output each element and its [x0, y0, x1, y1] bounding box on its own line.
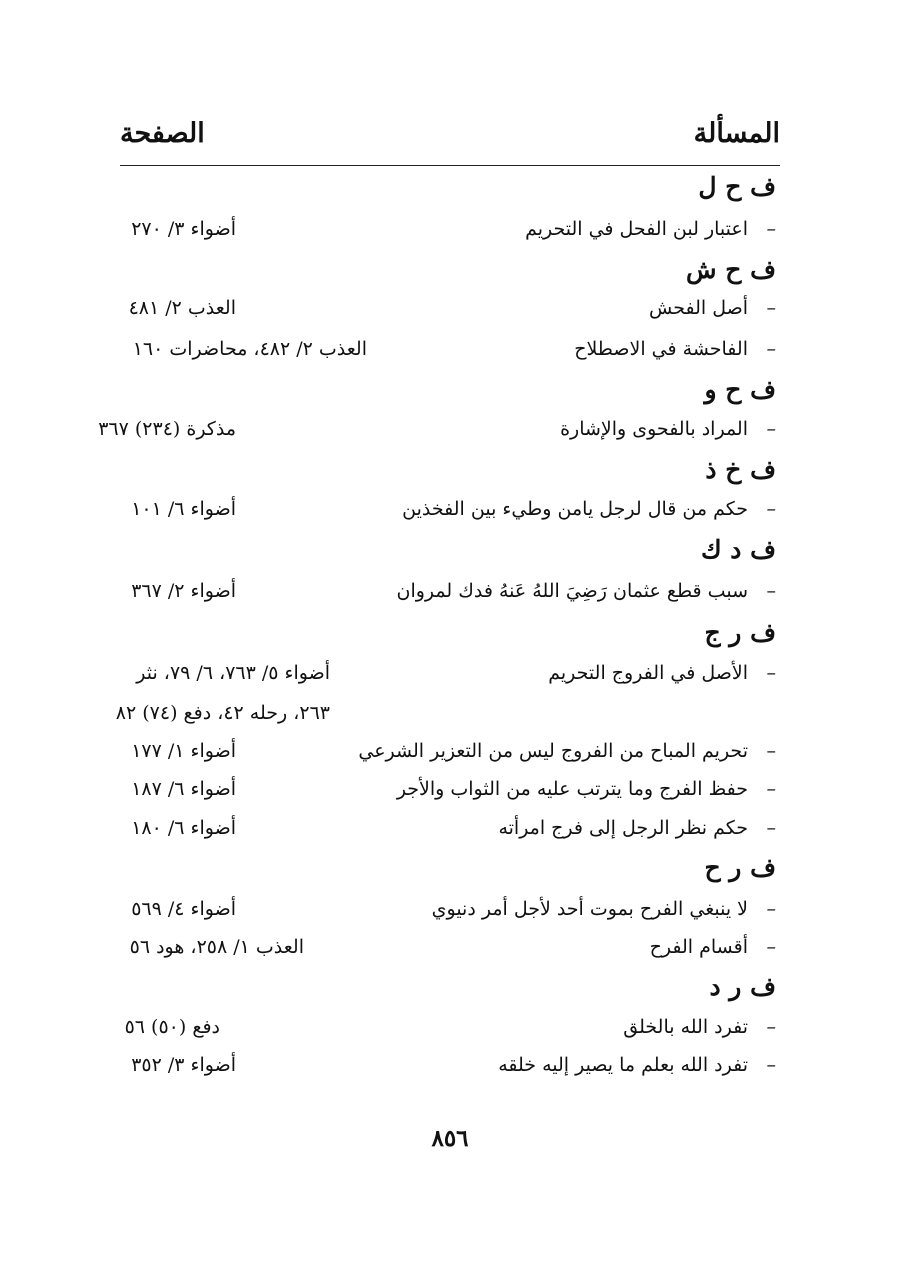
index-entry [402, 498, 776, 520]
entry-dash: – [766, 740, 776, 762]
entry-text: أقسام الفرح [649, 936, 748, 958]
root-heading: ف ح و [704, 375, 776, 404]
entry-reference: أضواء ٢/ ٣٦٧ [131, 580, 236, 602]
entry-dash: – [766, 778, 776, 800]
entry-text: سبب قطع عثمان رَضِيَ اللهُ عَنهُ فدك لمروان [396, 580, 748, 602]
index-entry [397, 778, 776, 800]
entry-reference: أضواء ٦/ ١٠١ [131, 498, 236, 520]
entry-dash: – [766, 580, 776, 602]
entry-dash: – [766, 1016, 776, 1038]
root-heading: ف ر ج [704, 618, 776, 647]
index-entry [525, 218, 776, 240]
entry-reference: مذكرة (٢٣٤) ٣٦٧ [98, 418, 236, 440]
entry-text: لا ينبغي الفرح بموت أحد لأجل أمر دنيوي [431, 898, 748, 920]
page-number: ٨٥٦ [431, 1125, 469, 1152]
entry-text: تفرد الله بعلم ما يصير إليه خلقه [498, 1054, 748, 1076]
root-heading: ف ح ل [698, 172, 776, 201]
entry-reference: أضواء ٦/ ١٨٧ [131, 778, 236, 800]
entry-text: الفاحشة في الاصطلاح [574, 338, 748, 360]
entry-text: تحريم المباح من الفروج ليس من التعزير الشرعي [358, 740, 748, 762]
index-entry [560, 418, 776, 440]
entry-reference-continued: ٢٦٣، رحله ٤٢، دفع (٧٤) ٨٢ [115, 702, 330, 724]
root-heading: ف ح ش [686, 255, 776, 284]
entry-dash: – [766, 817, 776, 839]
entry-dash: – [766, 662, 776, 684]
page-column-label: الصفحة [120, 118, 205, 149]
entry-reference: العذب ٢/ ٤٨٢، محاضرات ١٦٠ [132, 338, 367, 360]
index-entry [498, 1054, 776, 1076]
entry-text: حفظ الفرج وما يترتب عليه من الثواب والأجر [396, 778, 748, 800]
entry-dash: – [766, 936, 776, 958]
index-entry [574, 338, 776, 360]
root-heading: ف خ ذ [705, 455, 776, 484]
entry-text: أصل الفحش [648, 297, 748, 319]
entry-reference: أضواء ٣/ ٢٧٠ [131, 218, 236, 240]
entry-text: اعتبار لبن الفحل في التحريم [525, 218, 748, 240]
entry-dash: – [766, 297, 776, 319]
entry-text: حكم نظر الرجل إلى فرج امرأته [498, 817, 748, 839]
index-entry [649, 297, 776, 319]
entry-dash: – [766, 338, 776, 360]
root-heading: ف ر د [709, 972, 776, 1001]
entry-reference: أضواء ٦/ ١٨٠ [131, 817, 236, 839]
entry-text: المراد بالفحوى والإشارة [560, 418, 748, 440]
index-entry [358, 740, 776, 762]
entry-dash: – [766, 898, 776, 920]
entry-dash: – [766, 1054, 776, 1076]
entry-reference: أضواء ٣/ ٣٥٢ [131, 1054, 236, 1076]
entry-reference: أضواء ٤/ ٥٦٩ [131, 898, 236, 920]
entry-reference: العذب ١/ ٢٥٨، هود ٥٦ [129, 936, 304, 958]
entry-reference: العذب ٢/ ٤٨١ [128, 297, 236, 319]
column-header [120, 118, 780, 158]
index-entry [650, 936, 776, 958]
entry-dash: – [766, 498, 776, 520]
index-entry [623, 1016, 776, 1038]
entry-reference: دفع (٥٠) ٥٦ [124, 1016, 220, 1038]
root-heading: ف د ك [700, 535, 776, 564]
index-entry [548, 662, 776, 684]
index-entry [432, 898, 776, 920]
header-divider [120, 165, 780, 166]
issue-column-label: المسألة [693, 118, 780, 149]
index-entry [498, 817, 776, 839]
root-heading: ف ر ح [704, 853, 776, 882]
index-entry [397, 580, 777, 602]
entry-text: تفرد الله بالخلق [623, 1016, 748, 1038]
entry-text: الأصل في الفروج التحريم [548, 662, 748, 684]
entry-reference: أضواء ١/ ١٧٧ [131, 740, 236, 762]
entry-text: حكم من قال لرجل يامن وطيء بين الفخذين [402, 498, 748, 520]
entry-dash: – [766, 418, 776, 440]
entry-reference: أضواء ٥/ ٧٦٣، ٦/ ٧٩، نثر [136, 662, 330, 684]
entry-dash: – [766, 218, 776, 240]
